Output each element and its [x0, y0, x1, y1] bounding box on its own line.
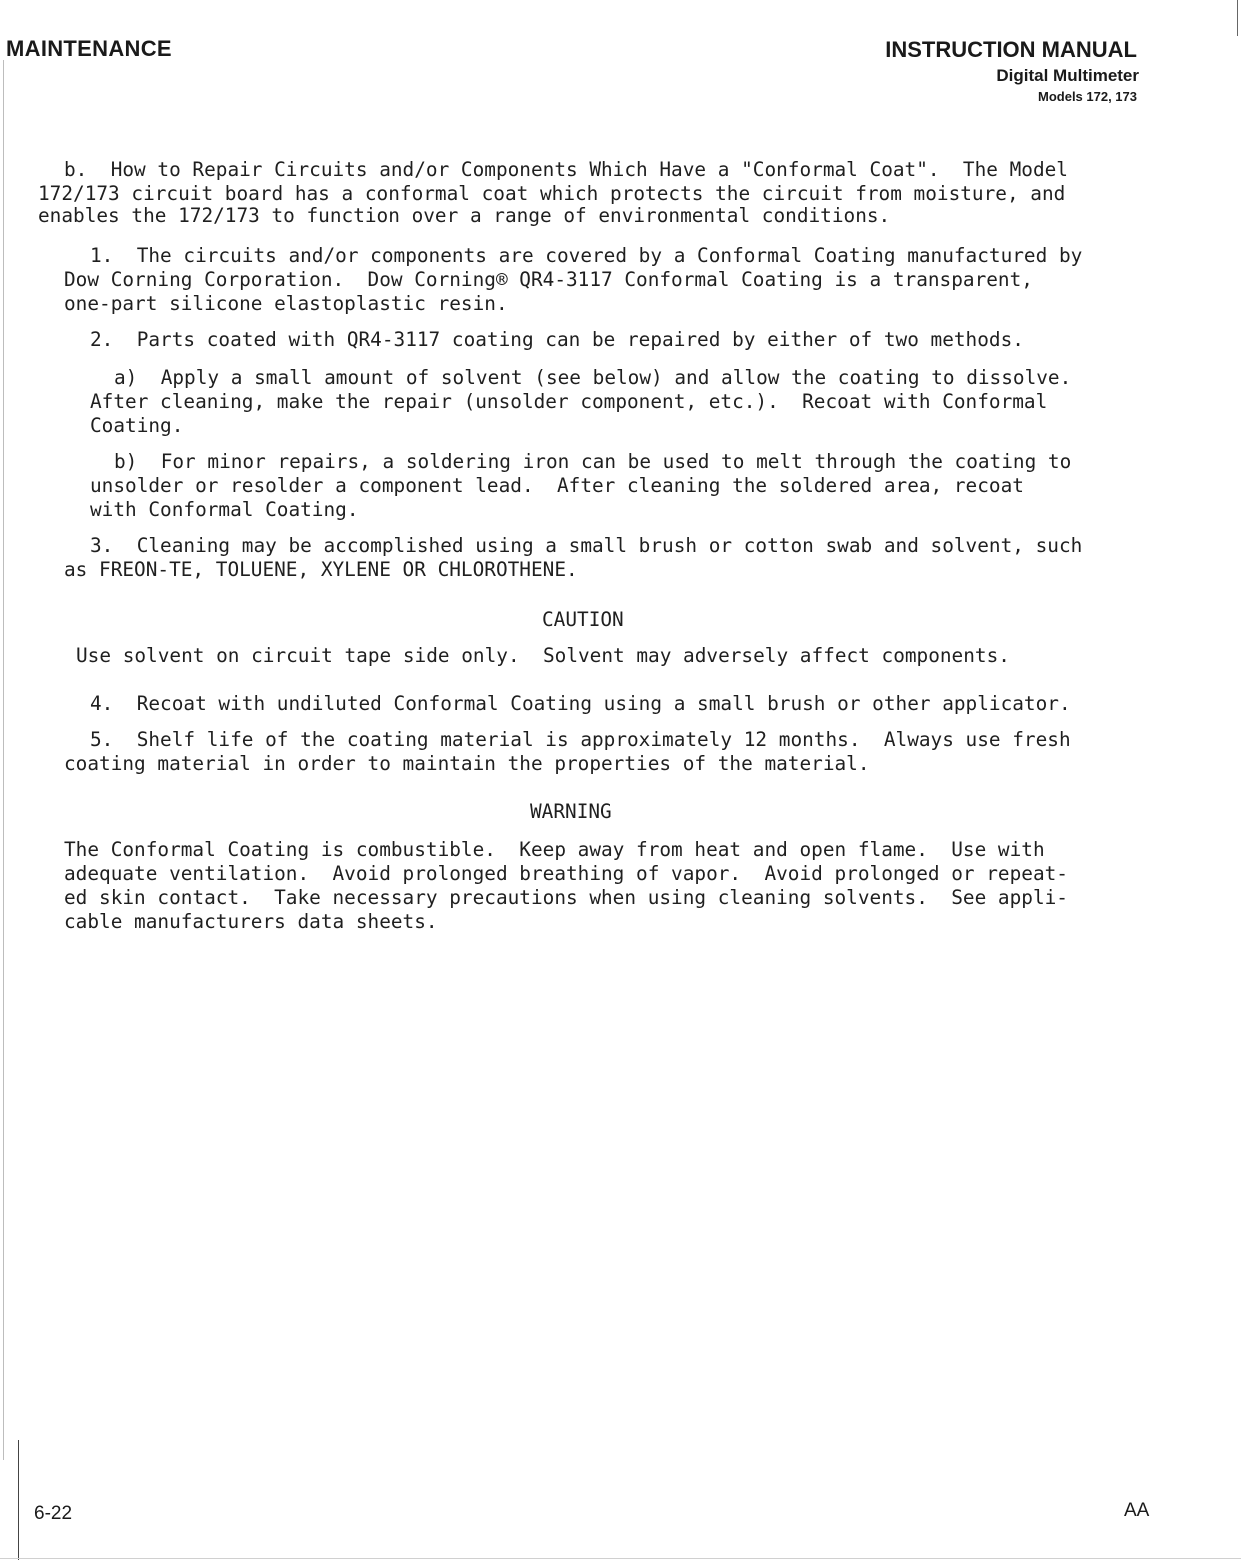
models-label: Models 172, 173	[1038, 89, 1137, 104]
caution-text: Use solvent on circuit tape side only. Solvent may adversely affect components.	[76, 644, 1010, 667]
caution-heading: CAUTION	[542, 608, 624, 631]
para-2a-line: Coating.	[90, 414, 184, 437]
scan-edge	[1237, 0, 1238, 36]
warning-line: ed skin contact. Take necessary precautions when using cleaning solvents. See appli-	[64, 886, 1068, 909]
warning-line: adequate ventilation. Avoid prolonged breathing of vapor. Avoid prolonged or repeat-	[64, 862, 1068, 885]
scan-edge	[18, 1440, 19, 1560]
section-title: MAINTENANCE	[6, 36, 172, 61]
para-2a-line: a) Apply a small amount of solvent (see below) and allow the coating to dissolve.	[114, 366, 1072, 389]
para-3-line: as FREON-TE, TOLUENE, XYLENE OR CHLOROTHENE.	[64, 558, 578, 581]
para-1-line: Dow Corning Corporation. Dow Corning® QR4-3117 Conformal Coating is a transparent,	[64, 268, 1033, 291]
para-5-line: 5. Shelf life of the coating material is approximately 12 months. Always use fresh	[90, 728, 1071, 751]
manual-subtitle: Digital Multimeter	[996, 66, 1139, 85]
para-5-line: coating material in order to maintain the properties of the material.	[64, 752, 870, 775]
para-1-line: one-part silicone elastoplastic resin.	[64, 292, 508, 315]
revision-code: AA	[1124, 1500, 1150, 1521]
para-3-line: 3. Cleaning may be accomplished using a small brush or cotton swab and solvent, such	[90, 534, 1083, 557]
para-2-line: 2. Parts coated with QR4-3117 coating can be repaired by either of two methods.	[90, 328, 1024, 351]
para-2b-line: unsolder or resolder a component lead. After cleaning the soldered area, recoat	[90, 474, 1024, 497]
warning-line: The Conformal Coating is combustible. Keep away from heat and open flame. Use with	[64, 838, 1045, 861]
para-b-line: b. How to Repair Circuits and/or Components Which Have a "Conformal Coat". The Model	[64, 158, 1068, 181]
scan-edge	[0, 1558, 1241, 1559]
page-number: 6-22	[34, 1503, 73, 1524]
para-2b-line: with Conformal Coating.	[90, 498, 359, 521]
para-b-line: enables the 172/173 to function over a range of environmental conditions.	[38, 204, 891, 227]
para-1-line: 1. The circuits and/or components are covered by a Conformal Coating manufactured by	[90, 244, 1083, 267]
para-2b-line: b) For minor repairs, a soldering iron can be used to melt through the coating to	[114, 450, 1072, 473]
scan-edge	[3, 60, 4, 1460]
para-2a-line: After cleaning, make the repair (unsolder component, etc.). Recoat with Conformal	[90, 390, 1048, 413]
warning-heading: WARNING	[530, 800, 612, 823]
para-b-line: 172/173 circuit board has a conformal coat which protects the circuit from moisture, and	[38, 182, 1066, 205]
manual-title: INSTRUCTION MANUAL	[885, 37, 1137, 62]
warning-line: cable manufacturers data sheets.	[64, 910, 438, 933]
para-4-line: 4. Recoat with undiluted Conformal Coating using a small brush or other applicator.	[90, 692, 1071, 715]
